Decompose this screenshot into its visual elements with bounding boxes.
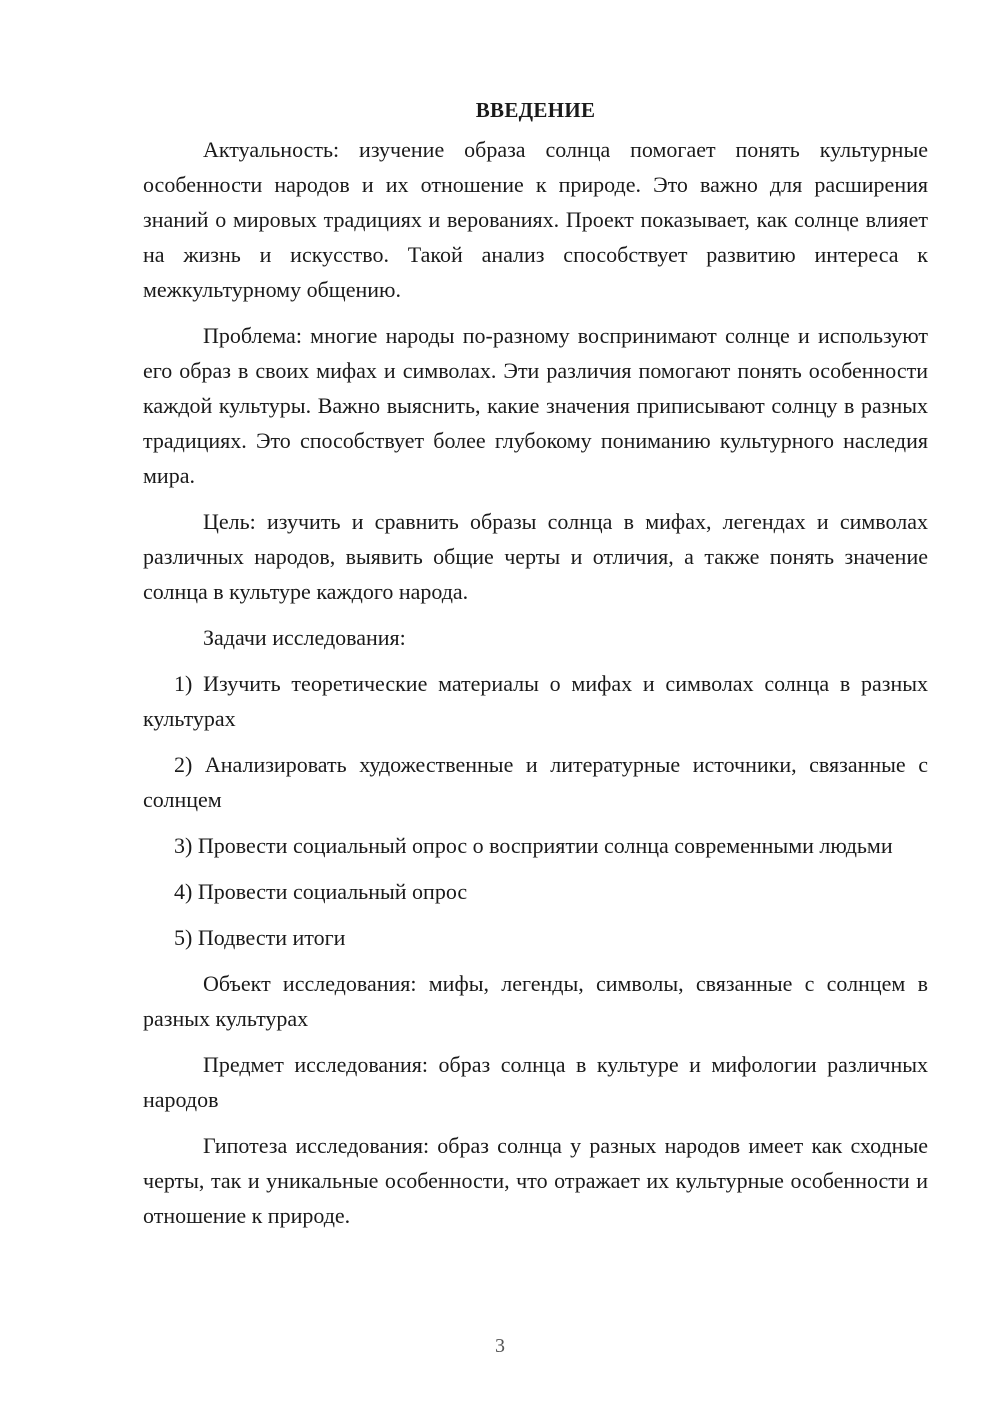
task-item: 3) Провести социальный опрос о восприятии солнца современными людьми [174,833,893,858]
task-item: 5) Подвести итоги [174,925,346,950]
paragraph-problem: Проблема: многие народы по-разному воспринимают солнце и используют его образ в своих мифах и символах. Эти различия помогают понять особенности каждой культуры. Важно выяснить, какие значения приписывают солнцу в разных традициях. Это способствует более глубокому пониманию культурного наследия мира. [143,323,928,488]
task-item: 4) Провести социальный опрос [174,879,468,904]
page-content [143,92,928,1244]
paragraph-relevance: Актуальность: изучение образа солнца помогает понять культурные особенности народов и их отношение к природе. Это важно для расширения знаний о мировых традициях и верованиях. Проект показывает, как солнце влияет на жизнь и искусство. Такой анализ способствует развитию интереса к межкультурному общению. [143,137,928,302]
page-number: 3 [495,1335,505,1357]
page-title: ВВЕДЕНИЕ [475,98,596,122]
paragraph-hypothesis: Гипотеза исследования: образ солнца у разных народов имеет как сходные черты, так и уникальные особенности, что отражает их культурные особенности и отношение к природе. [143,1133,928,1228]
paragraph-goal: Цель: изучить и сравнить образы солнца в мифах, легендах и символах различных народов, выявить общие черты и отличия, а также понять значение солнца в культуре каждого народа. [143,509,928,604]
task-item: 2) Анализировать художественные и литературные источники, связанные с солнцем [143,752,928,812]
task-item: 1) Изучить теоретические материалы о мифах и символах солнца в разных культурах [143,671,928,731]
paragraph-object: Объект исследования: мифы, легенды, символы, связанные с солнцем в разных культурах [143,971,928,1031]
paragraph-subject: Предмет исследования: образ солнца в культуре и мифологии различных народов [143,1052,928,1112]
paragraph-tasks-heading: Задачи исследования: [203,625,406,650]
